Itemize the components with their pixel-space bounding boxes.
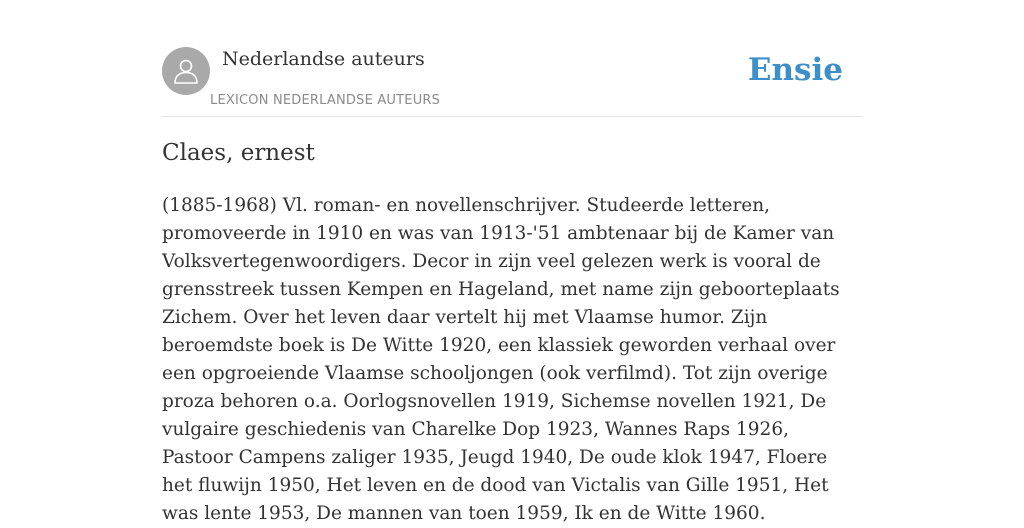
book-subtitle[interactable]: LEXICON NEDERLANDSE AUTEURS (210, 93, 441, 108)
user-icon (171, 56, 201, 86)
entry-title: Claes, ernest (162, 140, 315, 166)
ensie-logo[interactable]: Ensie (747, 52, 843, 88)
header (162, 40, 862, 117)
author-avatar[interactable] (162, 47, 210, 95)
book-title[interactable]: Nederlandse auteurs (222, 48, 425, 70)
entry-body: (1885-1968) Vl. roman- en novellenschrijver. Studeerde letteren, promoveerde in 1910 en was van 1913-'51 ambtenaar bij de Kamer van Volksvertegenwoordigers. Decor in zijn veel gelezen werk is vooral de grensstreek tussen Kempen en Hageland, met name zijn geboorteplaats Zichem. Over het leven daar vertelt hij met Vlaamse humor. Zijn beroemdste boek is De Witte 1920, een klassiek geworden verhaal over een opgroeiende Vlaamse schooljongen (ook verfilmd). Tot zijn overige proza behoren o.a. Oorlogsnovellen 1919, Sichemse novellen 1921, De vulgaire geschiedenis van Charelke Dop 1923, Wannes Raps 1926, Pastoor Campens zaliger 1935, Jeugd 1940, De oude klok 1947, Floere het fluwijn 1950, Het leven en de dood van Victalis van Gille 1951, Het was lente 1953, De mannen van toen 1959, Ik en de Witte 1960. (162, 195, 840, 524)
